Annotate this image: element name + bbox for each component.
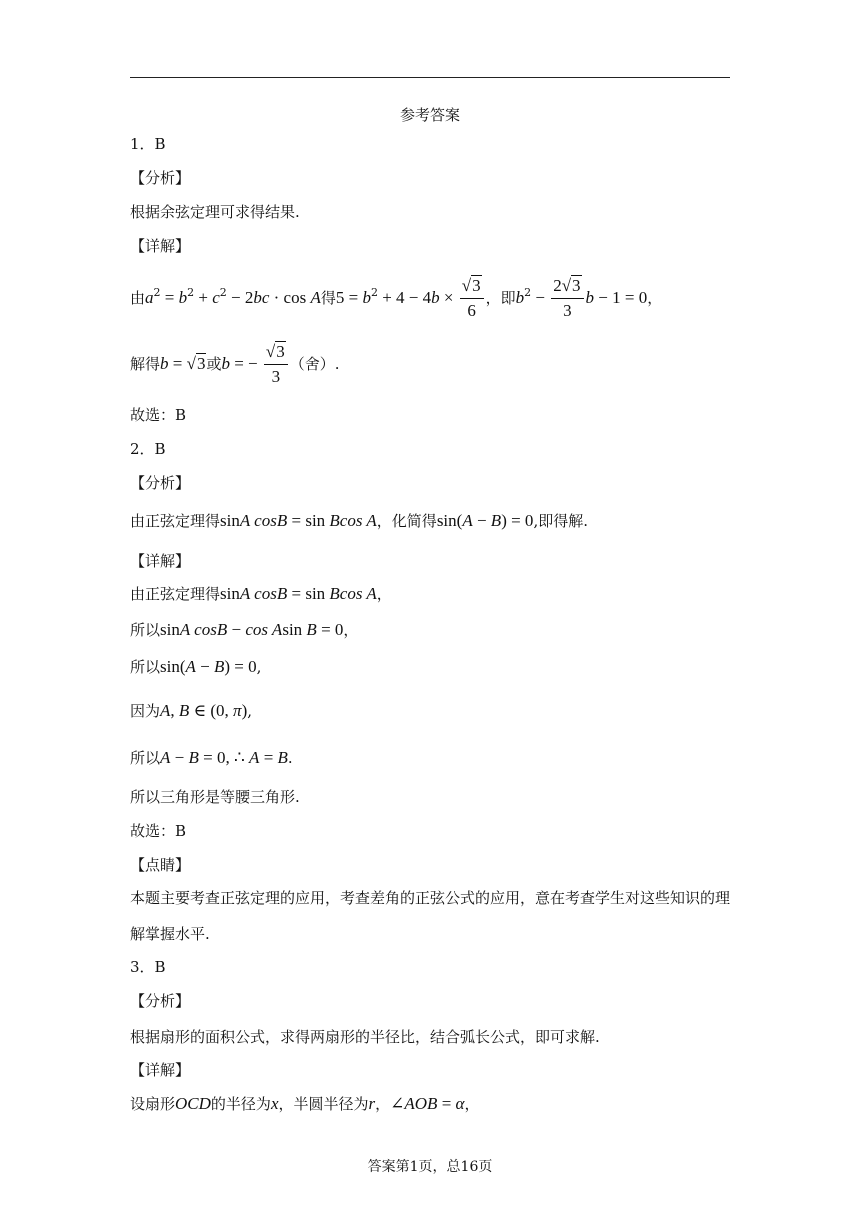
q2-detail-line3: 所以sin(A − B) = 0, xyxy=(130,657,262,676)
q2-detail-line1: 由正弦定理得sinA cosB = sin Bcos A， xyxy=(130,584,392,603)
q3-detail-line1: 设扇形OCD的半径为x，半圆半径为r，∠AOB = α， xyxy=(130,1094,480,1113)
page-title: 参考答案 xyxy=(399,106,460,124)
q2-comment-line2: 解掌握水平. xyxy=(130,925,210,943)
q2-detail-line2: 所以sinA cosB − cos Asin B = 0， xyxy=(130,620,359,639)
q3-analysis-label: 【分析】 xyxy=(130,992,191,1010)
q2-comment-line1: 本题主要考查正弦定理的应用，考查差角的正弦公式的应用，意在考查学生对这些知识的理 xyxy=(130,889,731,907)
fraction-2sqrt3-over-3: $\frac{2√3}{3}$ xyxy=(551,275,583,323)
q1-detail-line1: 由$a^2 = b^2 + c^2 - 2bc \cdot \cos A$得$5 = b^2 + 4 - 4b$ × $\frac{√3}{6}$ ，即$b^2$ − $\frac{2√3}{3}$ b − 1 = 0， xyxy=(130,268,662,328)
q1-detail-line2: 解得b = √3或b = − $\frac{√3}{3}$ （舍）. xyxy=(130,338,340,390)
q3-analysis-text: 根据扇形的面积公式，求得两扇形的半径比，结合弧长公式，即可求解. xyxy=(130,1028,600,1046)
fraction-sqrt3-over-3: $\frac{√3}{3}$ xyxy=(264,341,288,389)
q2-detail-line4: 因为A, B ∈ (0, π), xyxy=(130,701,253,720)
q1-analysis-text: 根据余弦定理可求得结果. xyxy=(130,203,300,221)
q3-detail-label: 【详解】 xyxy=(130,1061,191,1079)
q1-detail-label: 【详解】 xyxy=(130,237,191,255)
header-rule xyxy=(130,77,730,78)
q3-number: 3．B xyxy=(130,958,166,976)
q2-analysis-label: 【分析】 xyxy=(130,474,191,492)
q2-number: 2．B xyxy=(130,440,166,458)
q2-detail-line6: 所以三角形是等腰三角形. xyxy=(130,788,300,806)
fraction-sqrt3-over-6: $\frac{√3}{6}$ xyxy=(460,275,484,323)
q2-detail-line5: 所以A − B = 0, ∴ A = B. xyxy=(130,748,293,767)
q2-analysis-text: 由正弦定理得sinA cosB = sin Bcos A，化简得sin(A − B) = 0,即得解. xyxy=(130,511,588,530)
page-footer: 答案第1页，总16页 xyxy=(367,1159,493,1175)
q1-choice: 故选：B xyxy=(130,406,187,424)
q1-number: 1．B xyxy=(130,135,166,153)
q2-comment-label: 【点睛】 xyxy=(130,856,191,874)
q2-detail-label: 【详解】 xyxy=(130,552,191,570)
q1-analysis-label: 【分析】 xyxy=(130,169,191,187)
q2-choice: 故选：B xyxy=(130,822,187,840)
